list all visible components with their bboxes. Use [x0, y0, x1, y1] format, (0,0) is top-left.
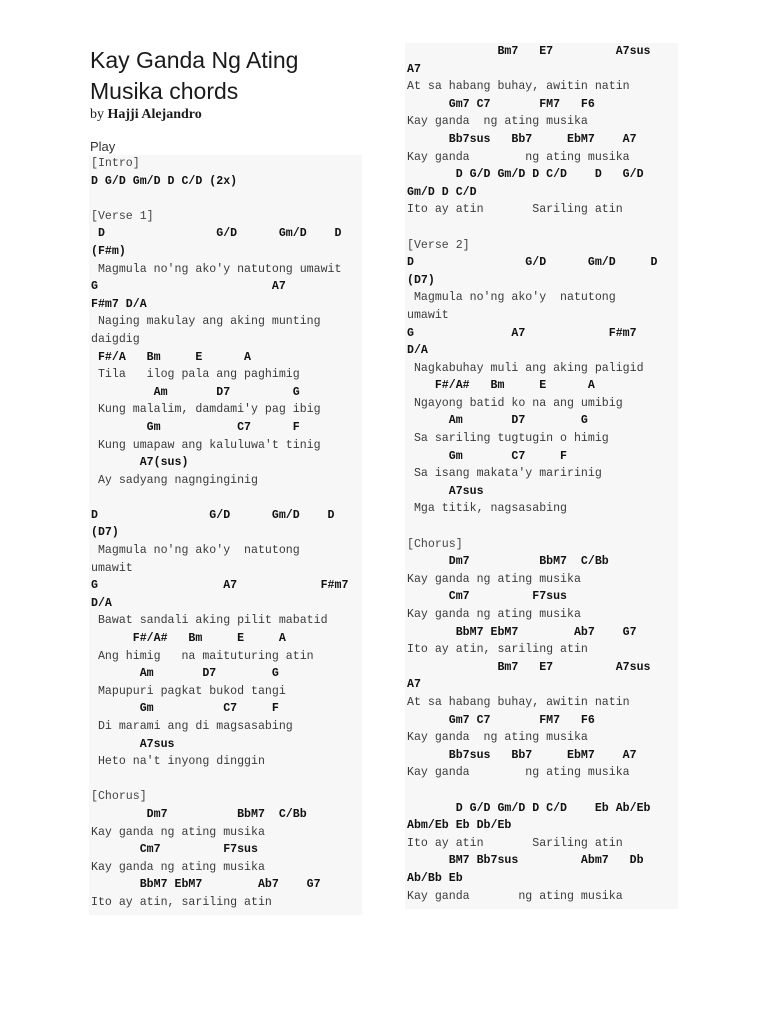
- chord-line: Ab/Bb Eb: [407, 871, 463, 885]
- lyric-line: Mapupuri pagkat bukod tangi: [91, 684, 286, 698]
- chord-sheet-column-1: [89, 155, 362, 915]
- lyric-line: Kay ganda ng ating musika: [407, 572, 581, 586]
- lyric-line: Sa sariling tugtugin o himig: [407, 432, 609, 446]
- byline: [90, 106, 202, 124]
- chord-line: Am D7 G: [91, 385, 300, 399]
- chord-line: D G/D Gm/D D: [91, 227, 342, 241]
- chord-line: A7sus: [91, 737, 175, 751]
- chord-line: A7(sus): [91, 456, 189, 470]
- chord-line: Bm7 E7 A7sus: [407, 660, 651, 674]
- lyric-line: Tila ilog pala ang paghimig: [91, 368, 300, 382]
- lyric-line: Mga titik, nagsasabing: [407, 502, 568, 516]
- chord-line: Abm/Eb Eb Db/Eb: [407, 819, 512, 833]
- chord-line: D G/D Gm/D D: [91, 508, 335, 522]
- chord-line: F#/A# Bm E A: [407, 379, 595, 393]
- lyric-line: Ito ay atin Sariling atin: [407, 203, 623, 217]
- lyric-line: Kay ganda ng ating musika: [407, 766, 630, 780]
- chord-line: Cm7 F7sus: [91, 843, 258, 857]
- chord-line: Gm7 C7 FM7 F6: [407, 97, 595, 111]
- chord-line: BbM7 EbM7 Ab7 G7: [407, 625, 637, 639]
- byline-prefix: by: [90, 107, 108, 122]
- lyric-line: Kay ganda ng ating musika: [91, 860, 265, 874]
- song-title: Kay Ganda Ng Ating Musika chords: [90, 47, 299, 104]
- lyric-line: Ito ay atin, sariling atin: [407, 643, 588, 657]
- lyric-line: At sa habang buhay, awitin natin: [407, 695, 630, 709]
- lyric-line: Kay ganda ng ating musika: [407, 115, 588, 129]
- lyric-line: Nagkabuhay muli ang aking paligid: [407, 361, 644, 375]
- chord-line: G A7 F#m7: [407, 326, 637, 340]
- chord-line: Gm C7 F: [91, 702, 279, 716]
- chord-line: D G/D Gm/D D C/D D G/D: [407, 168, 644, 182]
- lyric-line: [91, 771, 362, 789]
- lyric-line: Ay sadyang nagnginginig: [91, 473, 258, 487]
- chord-line: F#/A# Bm E A: [91, 632, 286, 646]
- lyric-line: [407, 219, 678, 237]
- chord-line: D G/D Gm/D D: [407, 256, 658, 270]
- lyric-line: [91, 489, 362, 507]
- lyric-line: Kay ganda ng ating musika: [407, 608, 581, 621]
- chord-line: F#/A Bm E A: [91, 350, 252, 364]
- chord-line: A7: [407, 62, 421, 76]
- lyric-line: Heto na't inyong dinggin: [91, 755, 265, 769]
- lyric-line: Naging makulay ang aking munting: [91, 315, 321, 329]
- chord-line: Cm7 F7sus: [407, 590, 568, 604]
- lyric-line: Ito ay atin Sariling atin: [407, 836, 623, 850]
- lyric-line: Magmula no'ng ako'y natutong: [91, 544, 300, 558]
- chord-line: Gm C7 F: [91, 420, 300, 434]
- section-label: [Chorus]: [91, 790, 147, 804]
- chord-line: (D7): [91, 526, 119, 540]
- chord-line: BM7 Bb7sus Abm7 Db: [407, 854, 644, 868]
- section-label: [Verse 1]: [91, 209, 154, 223]
- section-label: [Intro]: [91, 157, 140, 170]
- lyric-line: [91, 190, 362, 208]
- chord-line: Gm7 C7 FM7 F6: [407, 713, 595, 727]
- chord-line: D/A: [407, 344, 428, 358]
- lyric-line: [407, 518, 678, 536]
- chord-line: Dm7 BbM7 C/Bb: [91, 807, 307, 821]
- play-link[interactable]: Play: [90, 139, 116, 154]
- chord-line: Bb7sus Bb7 EbM7 A7: [407, 748, 637, 762]
- lyric-line: Ang himig na maituturing atin: [91, 649, 314, 663]
- chord-sheet-column-2: [405, 43, 678, 909]
- lyric-line: Ngayong batid ko na ang umibig: [407, 396, 623, 410]
- author-link[interactable]: Hajji Alejandro: [107, 107, 202, 122]
- lyric-line: Kay ganda ng ating musika: [407, 889, 623, 903]
- chord-line: Am D7 G: [91, 667, 279, 681]
- lyric-line: Kay ganda ng ating musika: [407, 150, 630, 164]
- chord-line: Dm7 BbM7 C/Bb: [407, 555, 609, 569]
- lyric-line: Sa isang makata'y maririnig: [407, 467, 602, 481]
- lyric-line: Kung umapaw ang kaluluwa't tinig: [91, 438, 321, 452]
- chord-line: G A7 F#m7: [91, 579, 349, 593]
- chord-line: F#m7 D/A: [91, 297, 147, 311]
- section-label: [Chorus]: [407, 537, 463, 551]
- chord-line: Am D7 G: [407, 414, 588, 428]
- section-label: [Verse 2]: [407, 238, 470, 252]
- lyric-line: Magmula no'ng ako'y natutong: [407, 291, 616, 305]
- chord-line: (D7): [407, 273, 435, 287]
- chord-line: A7: [407, 678, 421, 692]
- chord-line: D G/D Gm/D D C/D (2x): [91, 174, 238, 188]
- lyric-line: [407, 782, 678, 800]
- lyric-line: Di marami ang di magsasabing: [91, 720, 293, 733]
- lyric-line: Bawat sandali aking pilit mabatid: [91, 614, 328, 628]
- lyric-line: Ito ay atin, sariling atin: [91, 895, 272, 909]
- lyric-line: Kung malalim, damdami'y pag ibig: [91, 403, 321, 417]
- lyric-line: daigdig: [91, 332, 140, 346]
- lyric-line: umawit: [407, 308, 449, 322]
- lyric-line: Kay ganda ng ating musika: [91, 825, 265, 839]
- chord-line: D G/D Gm/D D C/D Eb Ab/Eb: [407, 801, 651, 815]
- chord-line: Gm/D D C/D: [407, 185, 477, 199]
- chord-line: (F#m): [91, 244, 126, 258]
- chord-line: BbM7 EbM7 Ab7 G7: [91, 878, 321, 892]
- lyric-line: Magmula no'ng ako'y natutong umawit: [91, 262, 342, 276]
- chord-line: Bb7sus Bb7 EbM7 A7: [407, 132, 637, 146]
- lyric-line: At sa habang buhay, awitin natin: [407, 80, 630, 94]
- chord-line: D/A: [91, 596, 112, 610]
- chord-line: Bm7 E7 A7sus: [407, 45, 651, 58]
- chord-line: G A7: [91, 280, 286, 294]
- lyric-line: Kay ganda ng ating musika: [407, 731, 588, 745]
- chord-line: A7sus: [407, 484, 484, 498]
- lyric-line: umawit: [91, 561, 133, 575]
- chord-line: Gm C7 F: [407, 449, 568, 463]
